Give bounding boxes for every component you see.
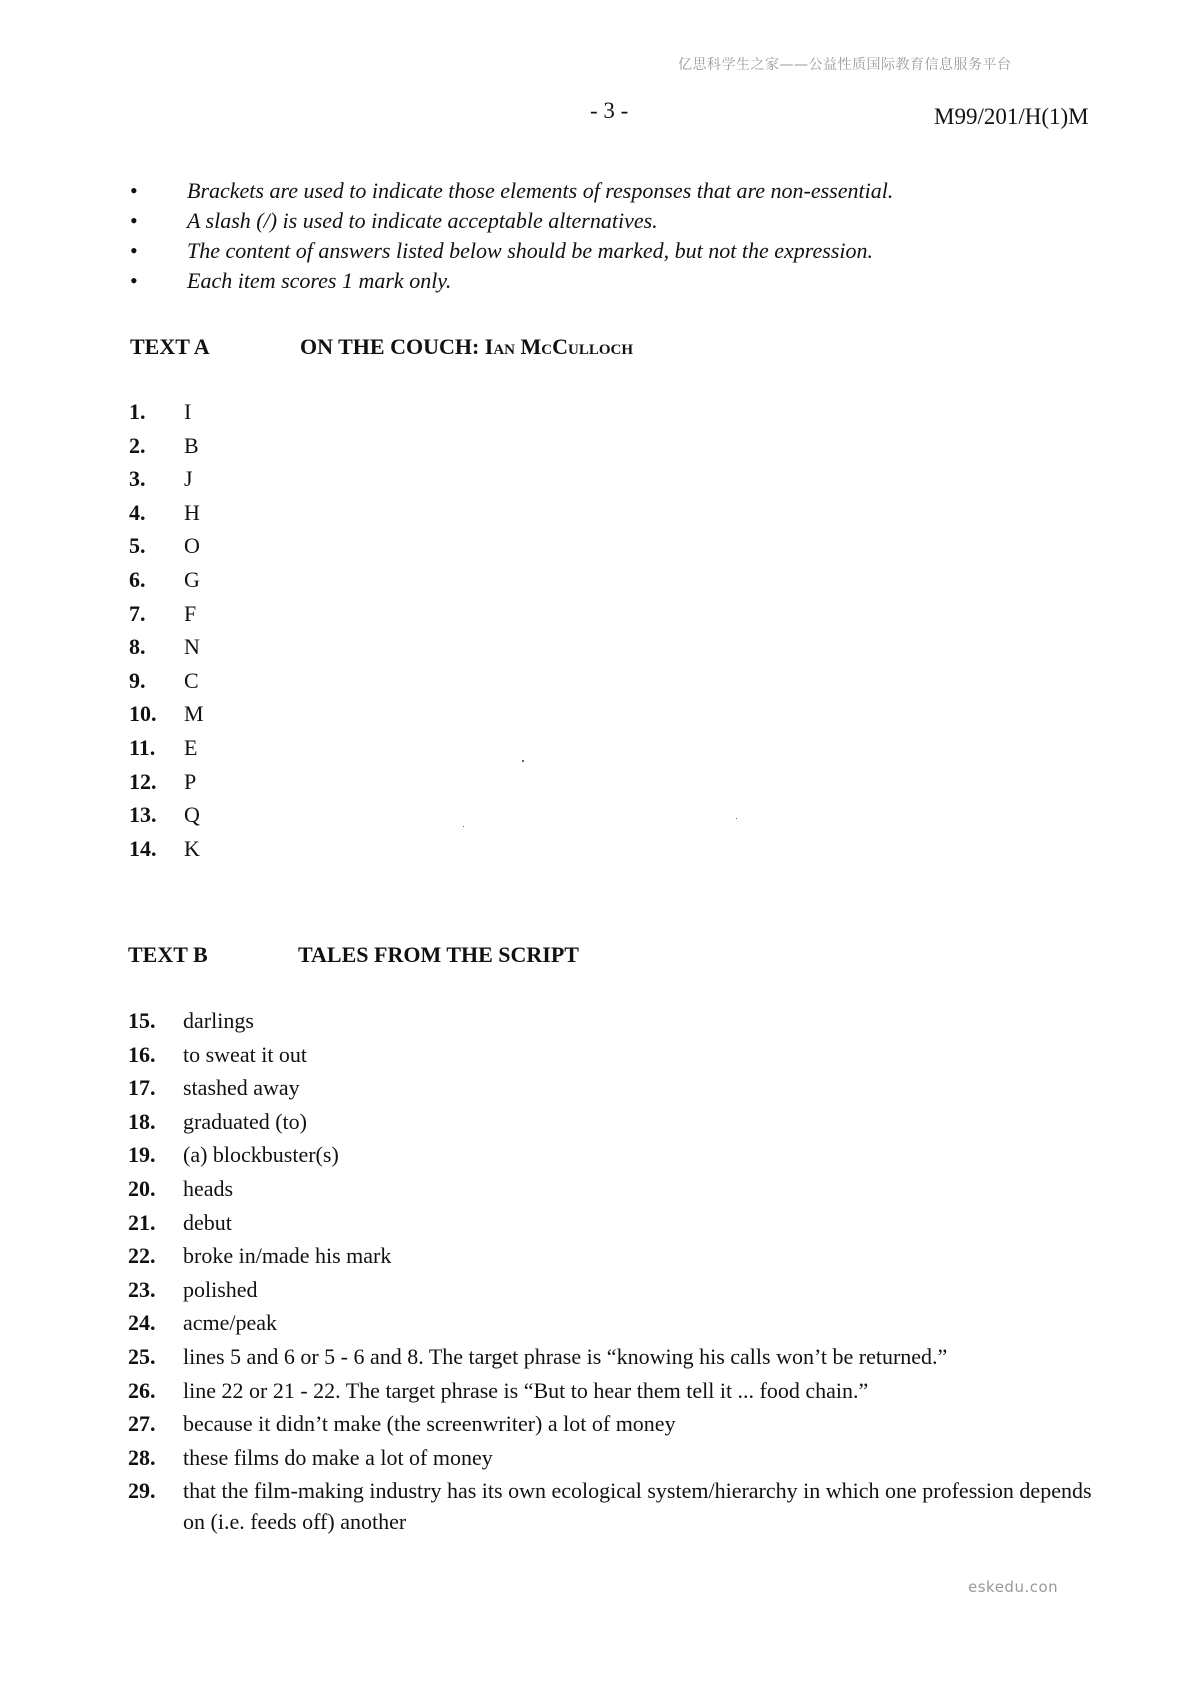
answer-number: 28.: [128, 1444, 156, 1470]
answer-text: debut: [183, 1209, 232, 1235]
answer-text: N: [184, 634, 200, 660]
answer-number: 20.: [128, 1175, 156, 1201]
answer-text: polished: [183, 1276, 258, 1302]
document-code: M99/201/H(1)M: [934, 104, 1089, 129]
answer-number: 5.: [129, 533, 146, 559]
answer-number: 24.: [128, 1310, 156, 1336]
top-watermark: 亿思科学生之家——公益性质国际教育信息服务平台: [678, 57, 1012, 73]
answer-text: heads: [183, 1175, 234, 1201]
bottom-watermark: eskedu.con: [968, 1578, 1059, 1596]
instruction-item: • The content of answers listed below should be marked, but not the expression.: [130, 236, 893, 266]
answer-text: Q: [184, 802, 200, 828]
answer-number: 26.: [128, 1377, 156, 1403]
answer-text: K: [184, 835, 200, 861]
answer-number: 8.: [129, 634, 146, 660]
answer-text: G: [184, 566, 200, 592]
answer-text: F: [184, 600, 197, 626]
marking-instructions: [130, 176, 893, 296]
answer-number: 22.: [128, 1243, 156, 1269]
answer-number: 15.: [128, 1008, 156, 1033]
answer-number: 27.: [128, 1411, 156, 1437]
answer-number: 17.: [128, 1075, 156, 1101]
text-a-title: [300, 334, 633, 360]
instruction-item: • Each item scores 1 mark only.: [130, 266, 893, 296]
answer-number: 6.: [129, 566, 146, 592]
answer-text: M: [184, 701, 204, 727]
answer-text: (a) blockbuster(s): [183, 1142, 339, 1168]
answer-text: stashed away: [183, 1075, 300, 1101]
answer-text: lines 5 and 6 or 5 - 6 and 8. The target phrase is “knowing his calls won’t be returned.”: [183, 1343, 948, 1369]
answer-text: that the film-making industry has its own ecological system/hierarchy in which one profession depends on (i.e. feeds off) another: [183, 1478, 1092, 1535]
text-a-label: TEXT A: [130, 334, 210, 359]
scan-speck: [522, 760, 524, 762]
answer-text: E: [184, 734, 198, 760]
page-number: - 3 -: [590, 98, 629, 123]
answer-number: 4.: [129, 499, 146, 525]
answer-number: 11.: [129, 734, 156, 760]
answer-text: to sweat it out: [183, 1041, 308, 1067]
scan-speck: [463, 826, 464, 827]
answer-text: P: [184, 768, 197, 794]
answer-number: 3.: [129, 466, 146, 492]
answer-number: 10.: [129, 701, 157, 727]
text-b-label: TEXT B: [128, 942, 208, 967]
answer-number: 2.: [129, 432, 146, 458]
answer-number: 16.: [128, 1041, 156, 1067]
answer-number: 21.: [128, 1209, 156, 1235]
answer-number: 7.: [129, 600, 146, 626]
answer-text: J: [184, 466, 193, 492]
text-b-title: TALES FROM THE SCRIPT: [298, 942, 579, 967]
text-a-title-name: Ian McCulloch: [484, 334, 634, 359]
answer-number: 1.: [129, 399, 146, 424]
answer-text: line 22 or 21 - 22. The target phrase is “But to hear them tell it ... food chain.”: [183, 1377, 869, 1403]
instruction-item: • A slash (/) is used to indicate acceptable alternatives.: [130, 206, 893, 236]
answer-number: 25.: [128, 1343, 156, 1369]
answer-number: 19.: [128, 1142, 156, 1168]
scan-speck: [736, 818, 737, 819]
answer-number: 23.: [128, 1276, 156, 1302]
answer-number: 12.: [129, 768, 157, 794]
answer-number: 29.: [128, 1478, 156, 1504]
text-a-title-prefix: ON THE COUCH:: [300, 334, 485, 359]
answer-text: acme/peak: [183, 1310, 278, 1336]
answer-text: because it didn’t make (the screenwriter) a lot of money: [183, 1411, 676, 1437]
answer-text: these films do make a lot of money: [183, 1444, 493, 1470]
answer-text: C: [184, 667, 199, 693]
instruction-item: • Brackets are used to indicate those elements of responses that are non-essential.: [130, 176, 893, 206]
answer-number: 13.: [129, 802, 157, 828]
answer-text: O: [184, 533, 200, 559]
answer-text: I: [184, 399, 192, 424]
answer-text: B: [184, 432, 199, 458]
answer-text: darlings: [183, 1008, 254, 1033]
answer-number: 14.: [129, 835, 157, 861]
answer-number: 18.: [128, 1108, 156, 1134]
answer-number: 9.: [129, 667, 146, 693]
answer-text: graduated (to): [183, 1108, 307, 1134]
answer-text: H: [184, 499, 200, 525]
answer-text: broke in/made his mark: [183, 1243, 392, 1269]
